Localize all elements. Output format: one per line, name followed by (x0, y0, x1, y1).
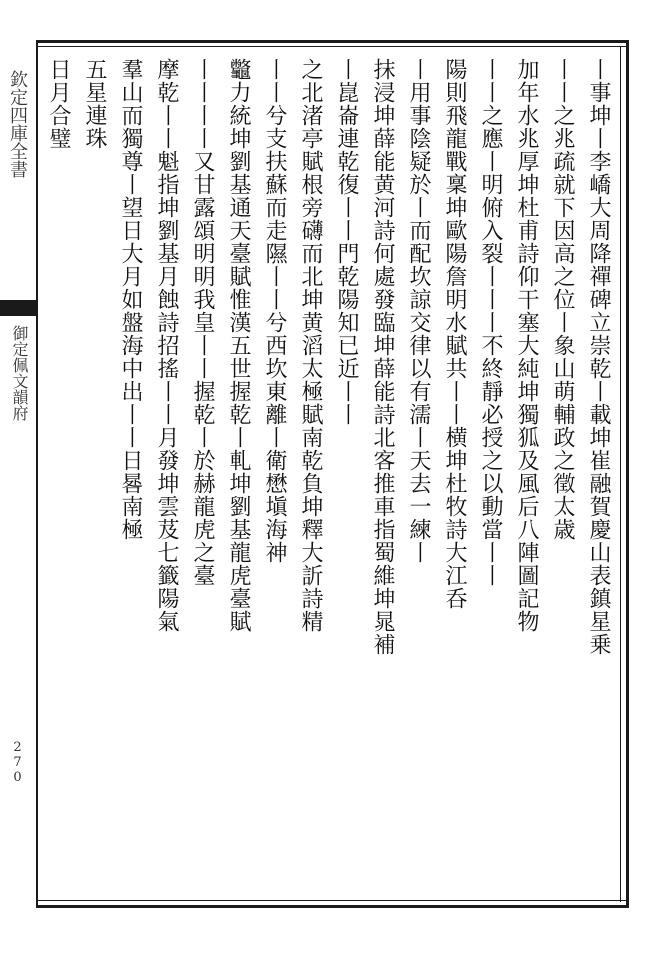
text-column-13: 摩乾丨丨魁指坤劉基月蝕詩招搖丨丨月發坤雲芨七籤陽氣 (154, 58, 179, 633)
margin-top-title: 欽定四庫全書 (7, 70, 28, 178)
right-border (626, 40, 629, 908)
text-column-3: 加年水兆厚坤杜甫詩仰干塞大純坤獨狐及風后八陣圖記物 (514, 58, 539, 633)
margin-book-label: 御定佩文韻府 (10, 325, 29, 421)
text-column-5: 陽則飛龍戰稟坤歐陽詹明水賦共丨丨横坤杜牧詩大江呑 (442, 58, 467, 610)
text-column-16: 日月合璧 (46, 58, 71, 150)
bottom-border (36, 905, 628, 908)
text-column-2: 丨丨之兆疏就下因高之位丨象山萌輔政之徵太歳 (550, 58, 575, 541)
text-column-12: 丨丨丨丨又甘露頌明明我皇丨丨握乾丨於赫龍虎之臺 (190, 58, 215, 587)
text-column-4: 丨丨之應丨明俯入裂丨丨丨不終靜必授之以動當丨丨 (478, 58, 503, 587)
text-column-9: 之北渚亭賦根旁礴而北坤黄滔太極賦南乾負坤釋大訢詩精 (298, 58, 323, 633)
text-column-1: 丨事坤丨李嶠大周降禪碑立崇乾丨載坤崔融賀慶山表鎮星乗 (586, 58, 611, 656)
left-border (36, 40, 38, 908)
text-column-10: 丨丨兮支扶蘇而走隰丨丨兮西坎東離丨衛懋塡海神 (262, 58, 287, 564)
text-column-6: 丨用事陰疑於丨而配坎諒交律以有濡丨天去一練丨 (406, 58, 431, 564)
text-column-14: 羣山而獨尊丨望日大月如盤海中出丨丨日晷南極 (118, 58, 143, 541)
right-border-inner (620, 46, 621, 902)
page-number: 270 (10, 740, 25, 785)
top-border-inner (36, 46, 628, 47)
text-column-15: 五星連珠 (82, 58, 107, 150)
text-column-11: 龞力統坤劉基通天臺賦惟漢五世握乾丨軋坤劉基龍虎臺賦 (226, 58, 251, 633)
text-column-7: 抹浸坤薛能黄河詩何處發臨坤薛能詩北客推車指蜀維坤晁補 (370, 58, 395, 656)
top-border (36, 40, 628, 43)
text-column-8: 丨崑崙連乾復丨丨門乾陽知已近丨丨 (334, 58, 359, 426)
fold-marker (0, 300, 38, 316)
